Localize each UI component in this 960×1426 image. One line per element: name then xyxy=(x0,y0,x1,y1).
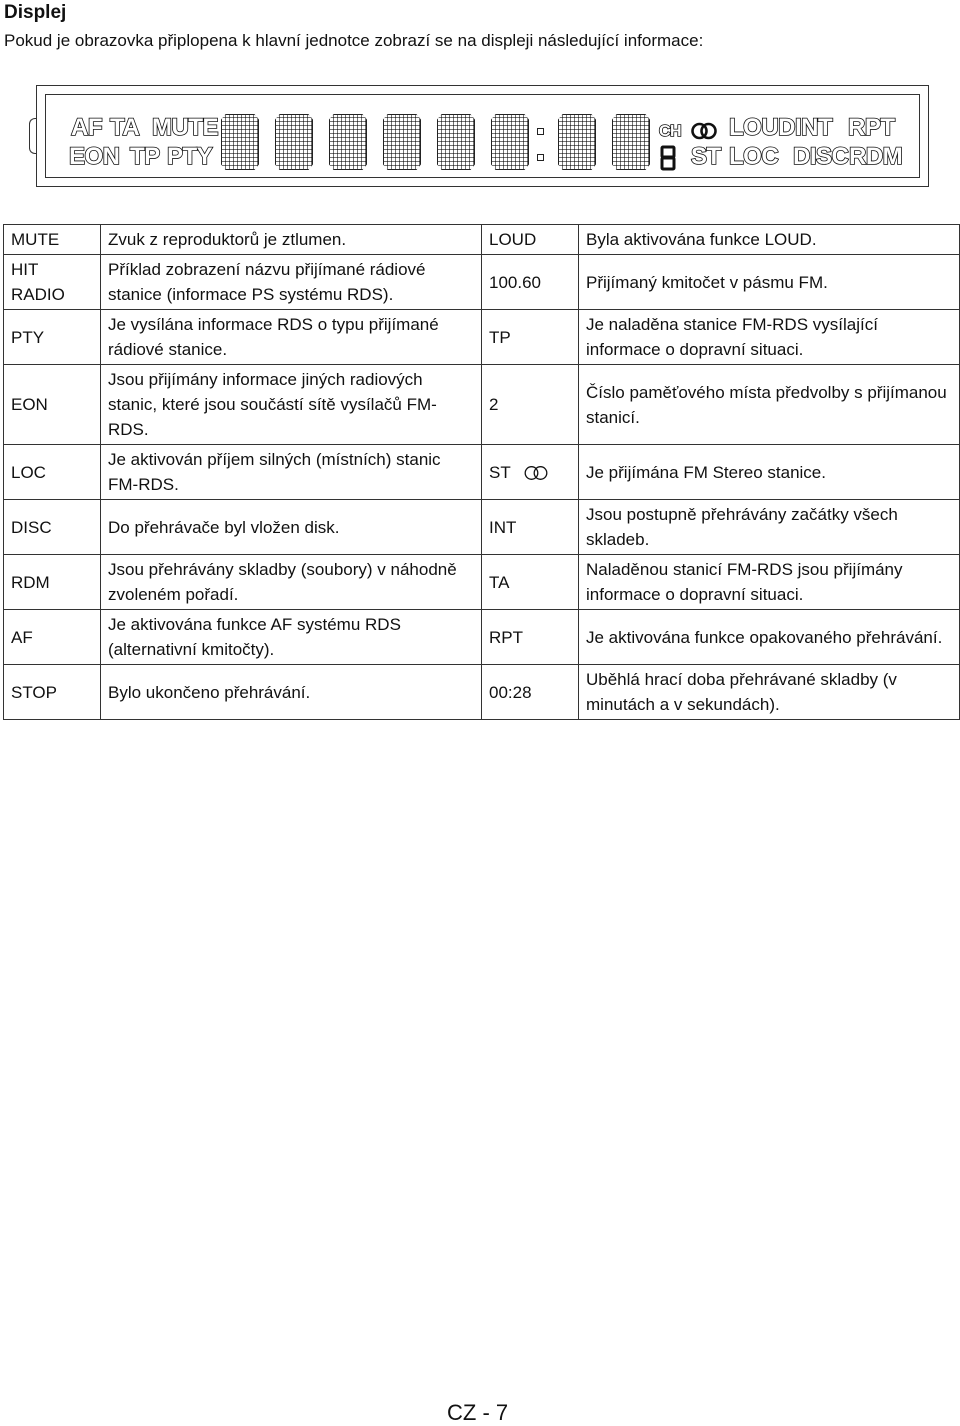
segment-digit-4 xyxy=(383,114,421,170)
table-key-text: LOC xyxy=(11,462,46,482)
segment-digit-1 xyxy=(221,114,259,170)
table-description: Jsou postupně přehrávány začátky všech skladeb. xyxy=(579,500,960,555)
display-legend-table xyxy=(3,224,960,720)
lcd-panel xyxy=(45,94,920,178)
colon-dot-top xyxy=(537,128,544,135)
indicator-ch: CH xyxy=(659,123,682,140)
indicator-disc: DISC xyxy=(793,143,849,170)
table-key: 100.60 xyxy=(482,255,579,310)
indicator-ta: TA xyxy=(110,114,140,141)
table-key xyxy=(4,445,101,500)
table-row xyxy=(4,255,960,310)
indicator-eon: EON xyxy=(69,143,120,170)
table-row xyxy=(4,365,960,445)
stereo-icon xyxy=(690,122,718,140)
table-description: Bylo ukončeno přehrávání. xyxy=(101,665,482,720)
table-key: LOUD xyxy=(482,225,579,255)
table-description: Zvuk z reproduktorů je ztlumen. xyxy=(101,225,482,255)
table-description: Přijímaný kmitočet v pásmu FM. xyxy=(579,255,960,310)
table-key: STOP xyxy=(4,665,101,720)
table-row xyxy=(4,225,960,255)
indicator-rdm: RDM xyxy=(849,143,903,170)
table-row xyxy=(4,445,960,500)
table-key: MUTE xyxy=(4,225,101,255)
indicator-tp: TP xyxy=(130,143,160,170)
segment-digit-2 xyxy=(275,114,313,170)
indicator-mute: MUTE xyxy=(152,114,218,141)
table-description: Příklad zobrazení názvu přijímané rádiové stanice (informace PS systému RDS). xyxy=(101,255,482,310)
table-description: Naladěnou stanicí FM-RDS jsou přijímány informace o dopravní situaci. xyxy=(579,555,960,610)
table-description: Číslo paměťového místa předvolby s přijímanou stanicí. xyxy=(579,365,960,445)
table-row xyxy=(4,610,960,665)
table-key: AF xyxy=(4,610,101,665)
table-key-text: ST xyxy=(489,462,511,482)
table-row xyxy=(4,555,960,610)
indicator-rpt: RPT xyxy=(848,114,895,141)
segment-digit-7 xyxy=(558,114,596,170)
segment-digit-8 xyxy=(612,114,650,170)
table-key: EON xyxy=(4,365,101,445)
segment-digit-6 xyxy=(491,114,529,170)
table-description: Jsou přehrávány skladby (soubory) v náhodně zvoleném pořadí. xyxy=(101,555,482,610)
table-description: Je aktivována funkce opakovaného přehrávání. xyxy=(579,610,960,665)
page-title: Displej xyxy=(4,2,67,23)
segment-digit-8-icon xyxy=(660,145,676,171)
indicator-st: ST xyxy=(691,143,721,170)
segment-digit-5 xyxy=(437,114,475,170)
table-key: 2 xyxy=(482,365,579,445)
lcd-display-illustration xyxy=(36,85,929,187)
indicator-int: INT xyxy=(795,114,833,141)
table-row xyxy=(4,665,960,720)
table-key: TA xyxy=(482,555,579,610)
indicator-pty: PTY xyxy=(167,143,213,170)
table-key: HIT RADIO xyxy=(4,255,101,310)
indicator-af: AF xyxy=(71,114,102,141)
table-description: Do přehrávače byl vložen disk. xyxy=(101,500,482,555)
stereo-icon xyxy=(523,465,549,481)
table-description: Byla aktivována funkce LOUD. xyxy=(579,225,960,255)
table-key: 00:28 xyxy=(482,665,579,720)
table-key: DISC xyxy=(4,500,101,555)
intro-text: Pokud je obrazovka připlopena k hlavní jednotce zobrazí se na displeji následující informace: xyxy=(4,31,704,50)
segment-digit-3 xyxy=(329,114,367,170)
table-row xyxy=(4,500,960,555)
table-description: Je vysílána informace RDS o typu přijímané rádiové stanice. xyxy=(101,310,482,365)
table-description: Je naladěna stanice FM-RDS vysílající informace o dopravní situaci. xyxy=(579,310,960,365)
table-row xyxy=(4,310,960,365)
indicator-loud: LOUD xyxy=(729,114,795,141)
table-description: Je aktivován příjem silných (místních) stanic FM-RDS. xyxy=(101,445,482,500)
table-key: INT xyxy=(482,500,579,555)
lcd-side-tab xyxy=(29,118,36,154)
table-description: Uběhlá hrací doba přehrávané skladby (v minutách a v sekundách). xyxy=(579,665,960,720)
table-key: RPT xyxy=(482,610,579,665)
colon-dot-bottom xyxy=(537,154,544,161)
table-key: PTY xyxy=(4,310,101,365)
table-description: Je aktivována funkce AF systému RDS (alternativní kmitočty). xyxy=(101,610,482,665)
table-key xyxy=(482,445,579,500)
table-description: Je přijímána FM Stereo stanice. xyxy=(579,445,960,500)
page-number: CZ - 7 xyxy=(447,1400,509,1425)
table-description: Jsou přijímány informace jiných radiových stanic, které jsou součástí sítě vysílačů FM-RDS. xyxy=(101,365,482,445)
table-key: RDM xyxy=(4,555,101,610)
indicator-loc: LOC xyxy=(729,143,779,170)
table-key: TP xyxy=(482,310,579,365)
